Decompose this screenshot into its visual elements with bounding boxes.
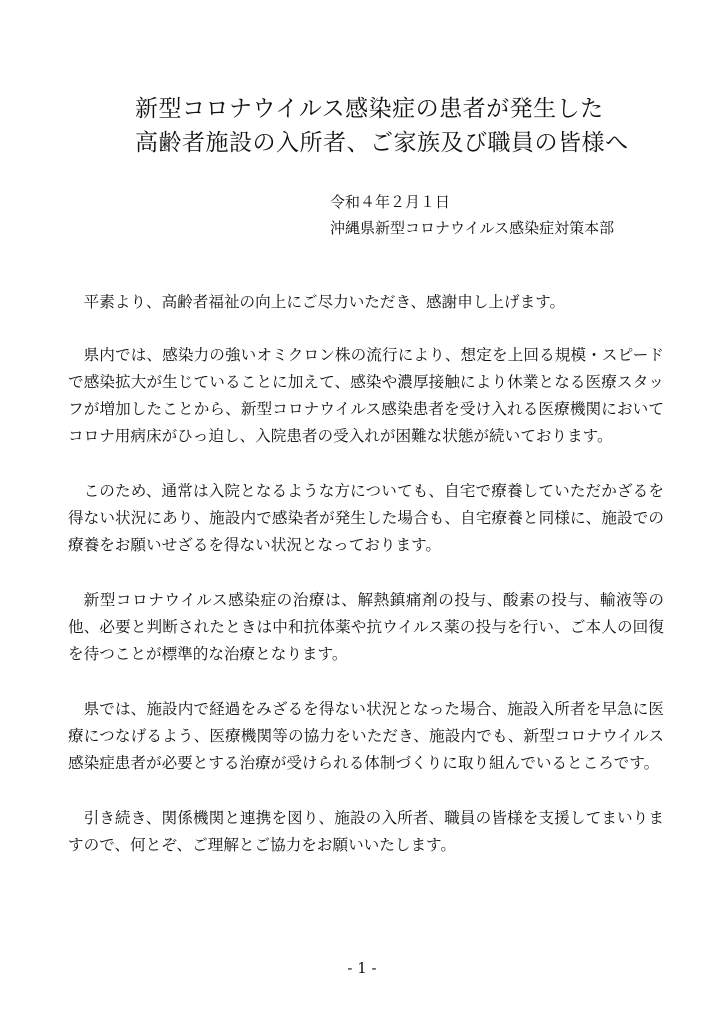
document-body xyxy=(68,289,664,887)
paragraph-treatment: 新型コロナウイルス感染症の治療は、解熱鎮痛剤の投与、酸素の投与、輸液等の他、必要と判断されたときは中和抗体薬や抗ウイルス薬の投与を行い、ご本人の回復を待つことが標準的な治療となります。 xyxy=(68,591,664,663)
paragraph-closing: 引き続き、関係機関と連携を図り、施設の入所者、職員の皆様を支援してまいりますので、何とぞ、ご理解とご協力をお願いいたします。 xyxy=(68,809,664,854)
paragraph-greeting: 平素より、高齢者福祉の向上にご尽力いただき、感謝申し上げます。 xyxy=(83,293,566,311)
page-number: - 1 - xyxy=(347,959,377,977)
document-issuer: 沖縄県新型コロナウイルス感染症対策本部 xyxy=(330,219,615,237)
title-line-1: 新型コロナウイルス感染症の患者が発生した xyxy=(135,96,604,122)
paragraph-prefecture-support: 県では、施設内で経過をみざるを得ない状況となった場合、施設入所者を早急に医療につなげるよう、医療機関等の協力をいただき、施設内でも、新型コロナウイルス感染症患者が必要とする治療が受けられる体制づくりに取り組んでいるところです。 xyxy=(68,700,664,772)
paragraph-situation: 県内では、感染力の強いオミクロン株の流行により、想定を上回る規模・スピードで感染拡大が生じていることに加えて、感染や濃厚接触により休業となる医療スタッフが増加したことから、新型コロナウイルス感染患者を受け入れる医療機関においてコロナ用病床がひっ迫し、入院患者の受入れが困難な状態が続いております。 xyxy=(68,346,664,445)
document-meta xyxy=(330,189,614,241)
document-title xyxy=(80,92,680,160)
title-line-2: 高齢者施設の入所者、ご家族及び職員の皆様へ xyxy=(135,130,629,156)
document-date: 令和４年２月１日 xyxy=(330,193,451,211)
paragraph-home-care: このため、通常は入院となるような方についても、自宅で療養していただかざるを得ない状況にあり、施設内で感染者が発生した場合も、自宅療養と同様に、施設での療養をお願いせざるを得ない状況となっております。 xyxy=(68,482,664,554)
